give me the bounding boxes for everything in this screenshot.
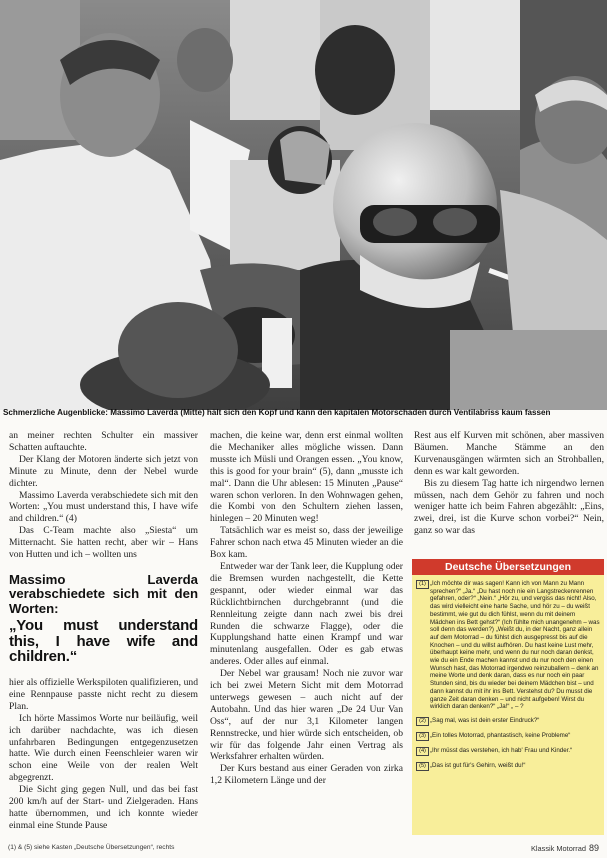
translation-entry [416, 717, 600, 726]
paragraph: Das C-Team machte also „Siesta“ um Mitternacht. Sie hatten recht, aber wir – Hans von Hutten und ich – wollten uns [9, 525, 198, 561]
translations-list [412, 575, 604, 771]
translation-text: „Das ist gut für's Gehirn, weißt du!“ [430, 761, 526, 769]
pull-quote-quote: „You must understand this, I have wife and children.“ [9, 617, 198, 666]
translation-text: „Ihr müsst das verstehen, ich hab' Frau und Kinder.“ [430, 746, 573, 754]
paragraph: Massimo Laverda verabschiedete sich mit den Worten: „You must understand this, I have wife and children.“ (4) [9, 489, 198, 525]
paragraph: Bis zu diesem Tag hatte ich nirgendwo lernen müssen, nach dem Gehör zu fahren und noch weniger hatte ich beim Fahren abgezählt: „Eins, zwei, drei, ist die Kurve schon vorbei?“ Nein, ganz so war das [414, 477, 604, 537]
page-number: 89 [588, 843, 599, 853]
translation-number: (5) [416, 762, 429, 771]
photo-illustration [0, 0, 607, 410]
translation-text: „Ein tolles Motorrad, phantastisch, keine Probleme“ [430, 731, 571, 739]
translation-entry [416, 732, 600, 741]
pull-quote-intro: Massimo Laverda verabschiedete sich mit den Worten: [9, 571, 198, 616]
page-folio [531, 843, 599, 853]
paragraph: Ich hörte Massimos Worte nur beiläufig, weil ich darüber nachdachte, was ich diesen unfahrbaren Bedingungen entgegenzusetzen hatte. Wie durch einen Feenschleier waren wir schon eine Weile von der realen Welt abgegrenzt. [9, 712, 198, 784]
magazine-name: Klassik Motorrad [530, 844, 586, 853]
paragraph: Der Nebel war grausam! Noch nie zuvor war ich bei zwei Metern Sicht mit dem Motorrad unterwegs gewesen – auch nicht auf der Autobahn. Und das hier waren „De 24 Uur Van Oss“, auf der nur 3,1 Kilometer langen Rennstrecke, und hier würde sich entscheiden, ob wir für das folgende Jahr einen Vertrag als Werksfahrer erhalten würden. [210, 668, 403, 763]
translation-number: (3) [416, 732, 429, 741]
footnote: (1) & (5) siehe Kasten „Deutsche Übersetzungen“, rechts [8, 844, 175, 851]
paragraph: an meiner rechten Schulter ein massiver Schatten auftauchte. [9, 430, 198, 453]
paragraph: machen, die keine war, denn erst einmal wollten die Mechaniker alles mögliche wissen. Dann musste ich Müsli und Orangen essen. „You know, this is good for your brain“ (5), dann „musste ich mal“. Dann die Uhr ablesen: 15 Minuten „Pause“ waren schon verloren. In den Wohnwagen gehen, die Kombi von den Schultern ziehen lassen, hinlegen – 20 Minuten weg! [210, 430, 403, 525]
translations-box-title: Deutsche Übersetzungen [412, 559, 604, 575]
translation-entry [416, 580, 600, 711]
photo-pit-scene [0, 0, 607, 410]
translation-entry [416, 747, 600, 756]
paragraph: Tatsächlich war es meist so, dass der jeweilige Fahrer schon nach etwa 45 Minuten wieder an die Box kam. [210, 525, 403, 561]
text-column-1 [9, 430, 198, 832]
translation-number: (1) [416, 580, 429, 589]
paragraph: Die Sicht ging gegen Null, und das bei fast 200 km/h auf der Start- und Zielgeraden. Hans hatte übernommen, und ich konnte wieder einmal eine Stunde Pause [9, 784, 198, 831]
text-column-2 [210, 430, 403, 787]
translation-text: „Ich möchte dir was sagen! Kann ich von Mann zu Mann sprechen?“ „Ja.“ „Du hast noch nie ein Langstreckenrennen gefahren, oder?“ „Nein.“ „Hör zu, und vergiss das nicht! Also, das wird vielleicht eine harte Sache, und hör zu – du weißt bestimmt, wie gut du dich fühlst, wenn du mit deinem Mädchen ins Bett gehst?“ (Ich fühlte mich unangenehm – was soll denn das werden?) „Weißt du, in der Nacht, ganz allein auf dem Motorrad – du fühlst dich ausgepresst bis auf die Knochen – und du willst aufhören. Du hast keine Lust mehr, überhaupt keine mehr, und wenn du nur noch daran denkst, wie du ein Ende machen kannst und du nur noch den einen Wunsch hast, das Motorrad irgendwo reinzuballern – denk an meine Worte und denk daran, dass es nur noch ein paar Stunden sind, bis du wieder bei deinem Mädchen bist – und dann kannst du mit ihr ins Bett. Verstehst du? Du musst die ganze Zeit daran denken – und nicht aufgeben! Wirst du wirklich daran denken?“ „Ja!“ „ – ? [430, 580, 600, 711]
paragraph: Entweder war der Tank leer, die Kupplung oder die Bremsen wurden nachgestellt, die Kette gespannt, oder wieder einmal war das Rücklichtbirnchen durchgebrannt (und die Rennleitung zeigte dann nach zwei bis drei Runden die schwarze Flagge), oder die Kupplungshand hatte einen Krampf und war minutenlang ausgefallen. Oder es gab etwas anderes. Oder alles auf einmal. [210, 560, 403, 668]
paragraph: Der Kurs bestand aus einer Geraden von zirka 1,2 Kilometern Länge und der [210, 763, 403, 787]
paragraph: Der Klang der Motoren änderte sich jetzt von Minute zu Minute, denn der Nebel wurde dichter. [9, 453, 198, 489]
translation-entry [416, 762, 600, 771]
photo-caption: Schmerzliche Augenblicke: Massimo Laverda (Mitte) hält sich den Kopf und kann den kapitalen Motorschaden durch Ventilabriss kaum fassen [3, 408, 551, 417]
translation-number: (4) [416, 747, 429, 756]
paragraph: Rest aus elf Kurven mit schönen, aber massiven Bäumen. Manche Stämme an den Kurvenausgängen wärmten sich an Strohballen, denn es war kalt geworden. [414, 430, 604, 477]
translations-box [412, 559, 604, 835]
translation-text: „Sag mal, was ist dein erster Eindruck?“ [430, 716, 540, 724]
paragraph: hier als offizielle Werkspiloten qualifizieren, und eine Rennpause passte nicht recht zu diesem Plan. [9, 676, 198, 712]
pull-quote [9, 573, 198, 665]
translation-number: (2) [416, 717, 429, 726]
text-column-3 [414, 430, 604, 537]
